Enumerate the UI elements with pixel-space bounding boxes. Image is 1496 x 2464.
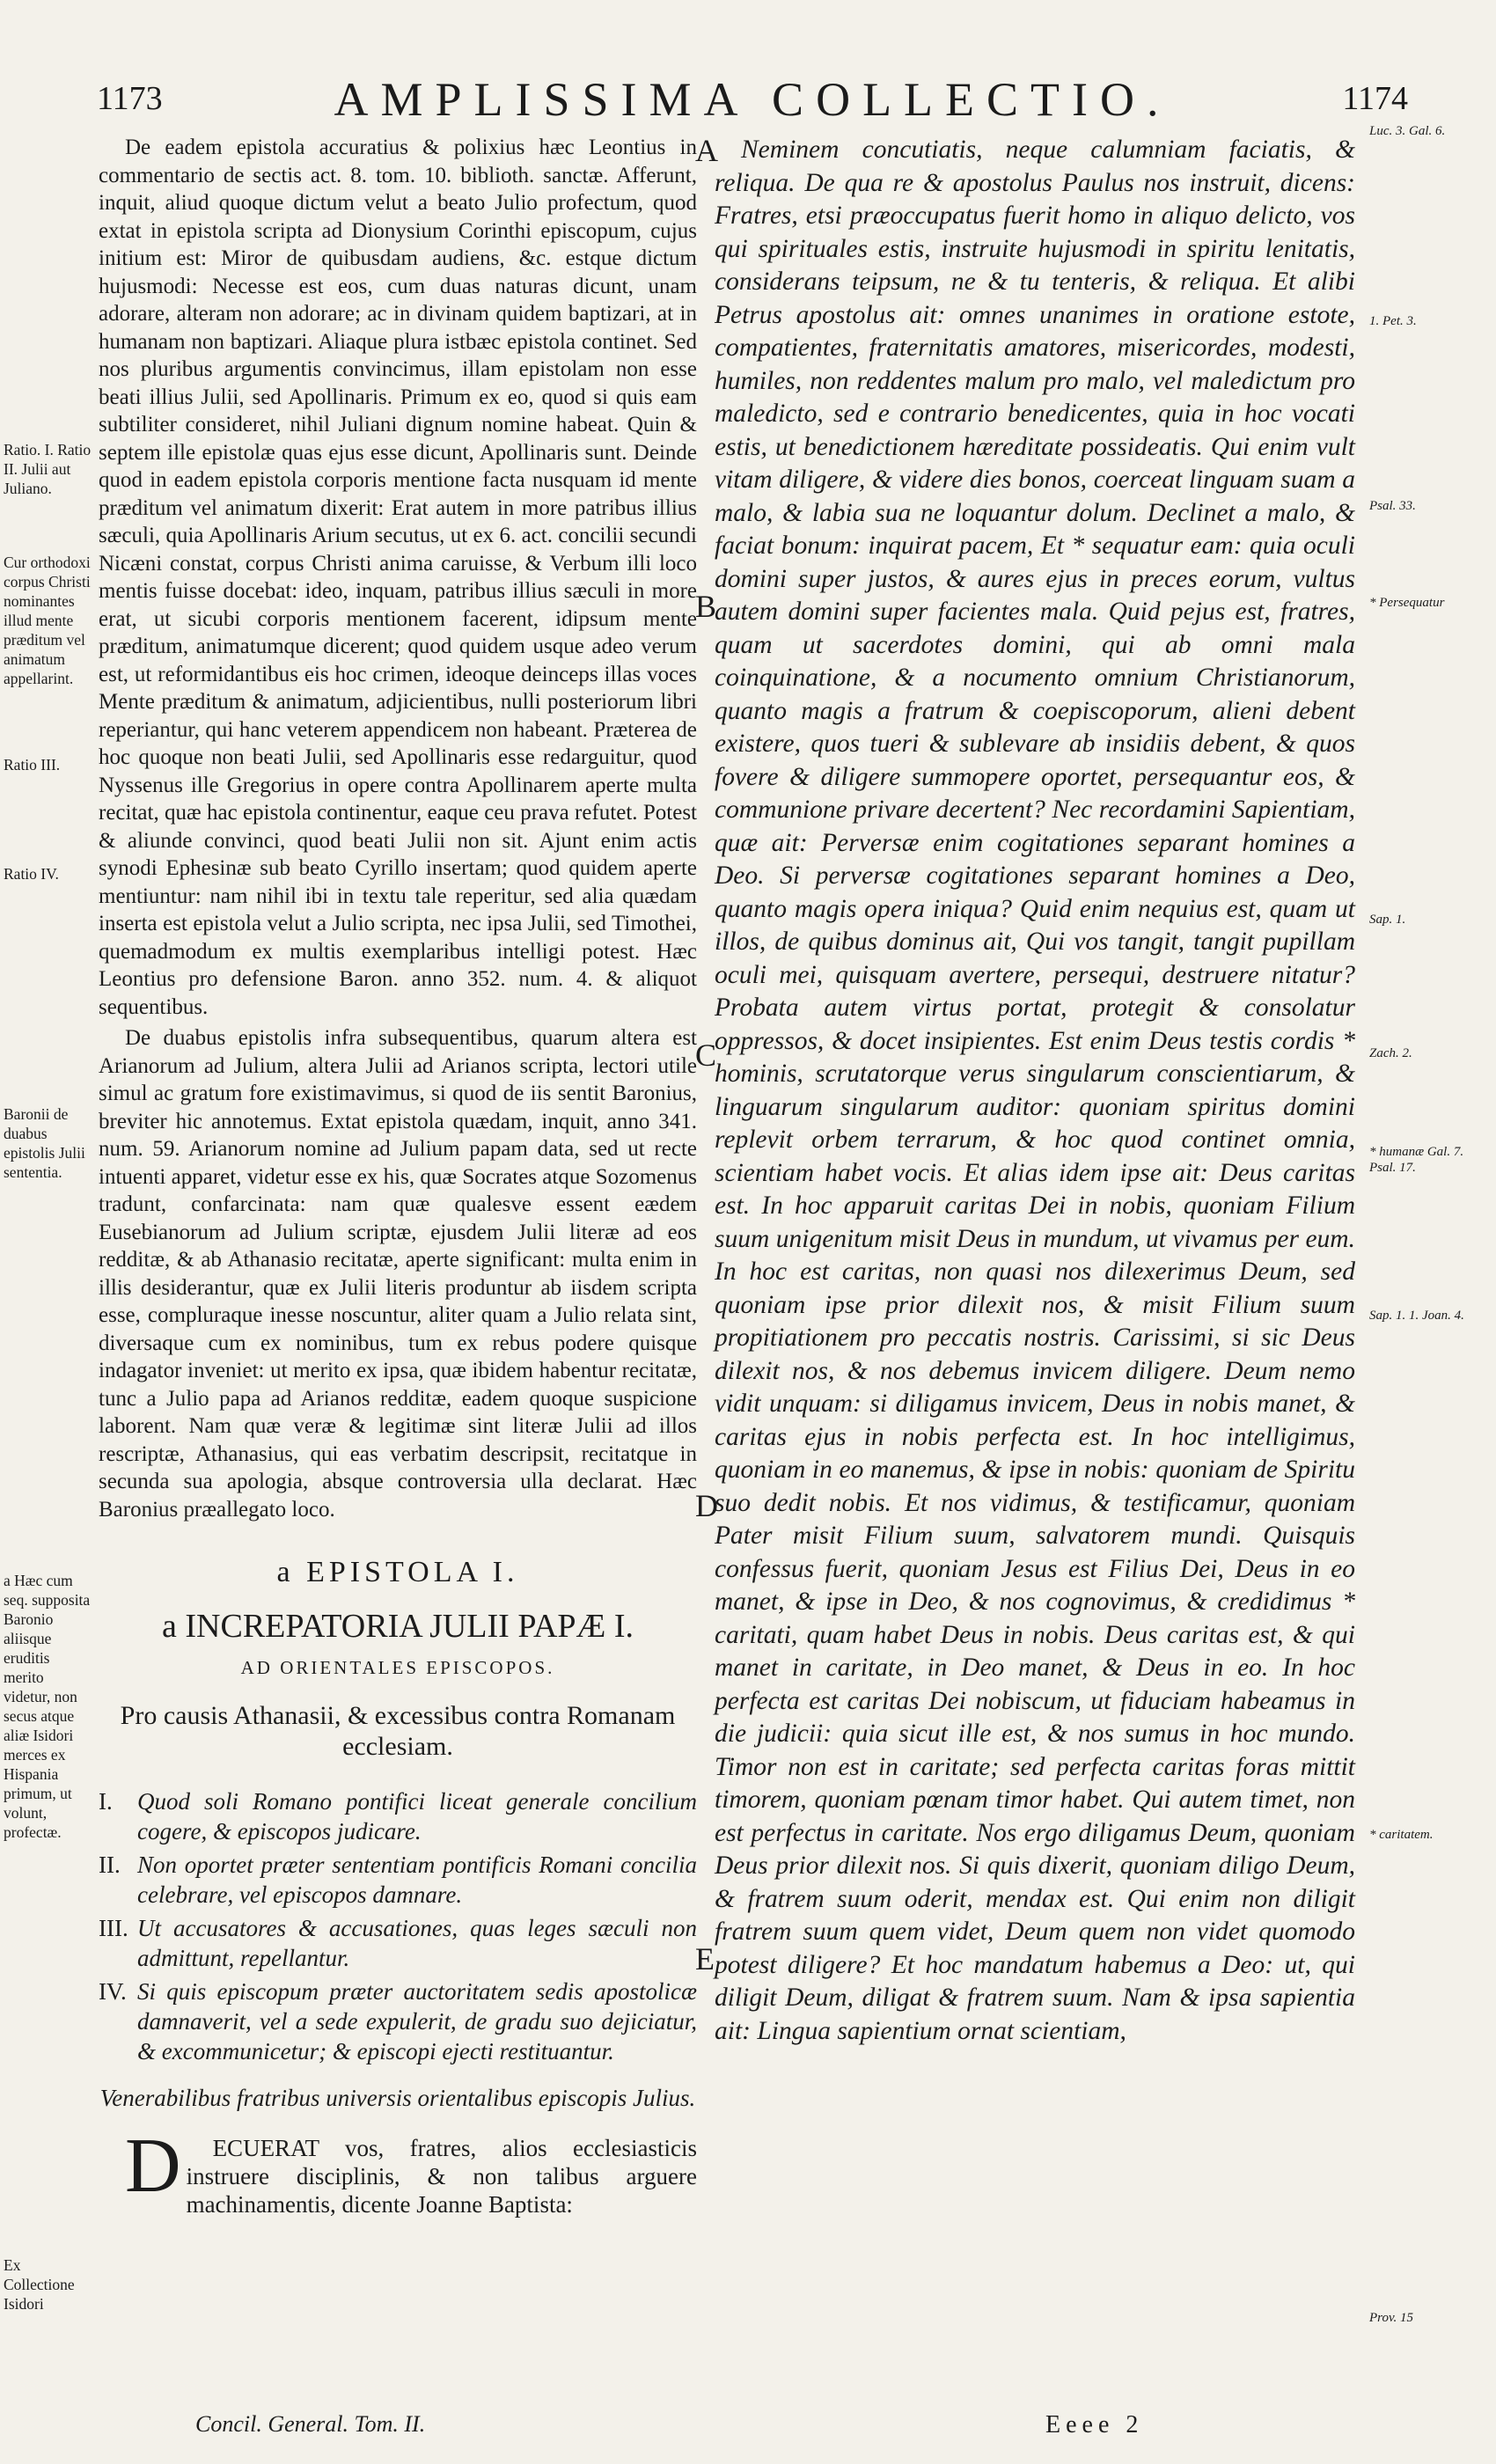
page-number-left: 1173 [97,80,163,117]
left-column [99,134,697,2222]
capitulum [99,1850,697,1910]
margin-note: Ratio III. [4,756,61,774]
capitulum-number: II. [99,1851,121,1878]
right-margin [1364,0,1496,2464]
right-column [715,134,1355,2051]
epistola-title [99,1607,697,1645]
paragraph: Neminem concutiatis, neque calumniam faciatis, & reliqua. De qua re & apostolus Paulus nos instruit, dicens: Fratres, etsi præoccupatus fuerit homo in aliquo delicto, vos qui spirituales estis, instruite hujusmodi in spiritu lenitatis, considerans teipsum, ne & tu tenteris, & reliqua. Et alibi Petrus apostolus ait: omnes unanimes in oratione estote, compatientes, fraternitatis amatores, misericordes, modesti, humiles, non reddentes malum pro malo, vel maledictum pro maledicto, sed e contrario benedicentes, quia in hoc vocati estis, ut benedictionem hæreditate possideatis. Qui enim vult vitam diligere, & videre dies bonos, coerceat linguam suam a malo, & labia sua ne loquantur dolum. Declinet a malo, & faciat bonum: inquirat pacem, Et * sequatur eam: quia oculi domini super justos, & aures ejus in preces eorum, vultus autem domini super facientes mala. Quid pejus est, fratres, quam ut sacerdotes domini, qui ab omni mala coinquinatione, & a nocumento omnium Christianorum, quanto magis a fratrum & coepiscoporum, alieni debent existere, quos tueri & sublevare ab insidiis debent, & quos fovere & diligere summopere oportet, persequantur eos, & communione privare decertent? Nec recordamini Sapientiam, quæ ait: Perversæ enim cogitationes separant homines a Deo. Si perversæ cogitationes separant homines a Deo, quanto magis opera iniqua? Quid enim nequius est, quam ut illos, de quibus dominus ait, Qui vos tangit, tangit pupillam oculi mei, quisquam avertere, persequi, destruere nitatur? Probata autem virtus portat, protegit & consolatur oppressos, & docet insipientes. Est enim Deus testis cordis * hominis, scrutatorque verus singularum conscientiarum, & linguarum singularum auditor: quoniam spiritus domini replevit orbem terrarum, & hoc quod continet omnia, scientiam habet vocis. Et alias idem ipse ait: Deus caritas est. In hoc apparuit caritas Dei in nobis, quoniam Filium suum unigenitum misit Deus in mundum, ut vivamus per eum. In hoc est caritas, non quasi nos dilexerimus Deum, sed quoniam ipse prior dilexit nos, & misit Filium suum propitiationem pro peccatis nostris. Carissimi, si sic Deus dilexit nos, & nos debemus invicem diligere. Deum nemo vidit unquam: si diligamus invicem, Deus in nobis manet, & caritas ejus in nobis perfecta est. In hoc intelligimus, quoniam in eo manemus, & ipse in nobis: quoniam de Spiritu suo dedit nobis. Et nos vidimus, & testificamur, quoniam Pater misit Filium suum, salvatorem mundi. Quisquis confessus fuerit, quoniam Jesus est Filius Dei, Deus in eo manet, & ipse in Deo, & nos cognovimus, & credidimus * caritati, quam habet Deus in nobis. Deus caritas est, & qui manet in caritate, in Deo manet, & Deus in eo. In hoc perfecta est caritas Dei nobiscum, ut fiduciam habeamus in die judicii: quia sicut ille est, & nos sumus in hoc mundo. Timor non est in caritate; sed perfecta caritas foras mittit timorem, quoniam pœnam timor habet. Qui autem timet, non est perfectus in caritate. Nos ergo diligamus Deum, quoniam Deus prior dilexit nos. Si quis dixerit, quoniam diligo Deum, & fratrem suum oderit, mendax est. Qui enim non diligit fratrem suum quem videt, Deum quem non videt quomodo potest diligere? Et hoc mandatum habemus a Deo: ut, qui diligit Deum, diligat & fratrem suum. Nam & ipsa sapientia ait: Lingua sapientium ornat scientiam, [715,136,1355,2045]
margin-note: Prov. 15 [1369,2311,1413,2325]
margin-note: Baronii de duabus epistolis Julii sententia. [4,1105,85,1181]
paragraph: De eadem epistola accuratius & polixius hæc Leontius in commentario de sectis act. 8. tom. 10. biblioth. sanctæ. Afferunt, inquit, aliud quoque dictum velut a beato Julio profectum, quod extat in epistola scripta ad Dionysium Corinthi episcopum, cujus initium est: Miror de quibusdam audiens, &c. estque dictum hujusmodi: Necesse est eos, cum duas naturas dicunt, unam adorare, alteram non adorare; ac in divinam quidem baptizari, at in humanam non baptizari. Aliaque plura istbæc epistola continet. Sed nos pluribus argumentis convincimus, illam epistolam non esse beati illius Julii, sed Apollinaris. Primum ex eo, quod si quis eam subtiliter consideret, nihil Juliani dignum nomine habeat. Quin & septem ille epistolæ quas ejus esse dicunt, Apollinaris sunt. Deinde quod in eadem epistola corporis mentione facta nusquam id mente præditum vel animatum dixerit: Erat autem in more patribus illius sæculi, quia Apollinaris Arium secutus, ut ex 6. act. concilii secundi Nicæni constat, corpus Christi anima caruisse, & Verbum illi loco mentis fuisse docebat: ideo, inquam, patribus illius sæculi in more erat, ut sicubi corporis mentionem facerent, idipsum mente præditum, animatumque dicerent; quod quidem usque adeo verum est, ut reformidantibus eis hoc crimen, ideoque deinceps illas voces Mente præditum & animatum, adjicientibus, nulli posteriorum libri reperiantur, qui hanc veterem appendicem non habeant. Præterea de hoc quoque non beati Julii, sed Apollinaris esse redarguitur, quod Nyssenus ille Gregorius in opere contra Apollinarem aperte multa recitat, quæ hac epistola continentur, eaque ceu prava refutet. Potest & aliunde convinci, quod beati Julii non sit. Ajunt enim actis synodi Ephesinæ sub beato Cyrillo insertam; quod quidem aperte mentiuntur: nam nihil ibi in textu tale reperitur, sed alia quædam inserta est epistola velut a Julio scripta, nec ipsa Julii, sed Timothei, quemadmodum ex multis exemplaribus intelligi potest. Hæc Leontius pro defensione Baron. anno 352. num. 4. & aliquot sequentibus. [99,136,697,1019]
margin-note: * Persequatur [1369,596,1445,610]
capitulum-text: Quod soli Romano pontifici liceat generale concilium cogere, & episcopos judicare. [137,1787,697,1844]
capitulum [99,1786,697,1846]
opening-text: ECUERAT vos, fratres, alios ecclesiasticis instruere disciplinis, & non talibus arguere machinamentis, dicente Joanne Baptista: [186,2134,697,2218]
margin-note: Sap. 1. 1. Joan. 4. [1369,1309,1464,1323]
footer-signature: Concil. General. Tom. II. [195,2411,426,2437]
footer-gathering: Eeee 2 [1045,2411,1144,2438]
margin-note: Psal. 33. [1369,499,1416,513]
capitulum-number: I. [99,1787,113,1815]
title-marker: a [162,1607,177,1645]
margin-note: Ratio IV. [4,865,59,883]
capitulum [99,1913,697,1973]
capitulum-text: Si quis episcopum præter auctoritatem sedis apostolicæ damnaverit, vel a sede expulerit, de gradu suo dejiciatur, & excommunicetur; & episcopi ejecti restituantur. [137,1977,697,2064]
margin-note: Ex Collectione Isidori [4,2256,75,2313]
page-title: AMPLISSIMA COLLECTIO. [334,73,1171,126]
section-letter: A [695,133,718,168]
margin-note: Luc. 3. Gal. 6. [1369,124,1446,138]
paragraph: De duabus epistolis infra subsequentibus, quarum altera est Arianorum ad Julium, altera Julii ad Arianos scripta, lectori utile simul ac gratum fore existimavimus, si quod de iis sentit Baronius, breviter hic annotemus. Extat epistola quædam, inquit, anno 341. num. 59. Arianorum nomine ad Julium papam data, sed ut recte intuenti apparet, videtur esse ex his, quæ Socrates atque Sozomenus tradunt, confarcinata: nam quæ qualesve essent eædem Eusebianorum ad Julium scriptæ, ejusdem Julii literæ ad eos redditæ, & ab Athanasio recitatæ, aperte significant: multa enim in illis desiderantur, quæ ex Julii literis produntur ab iisdem scripta esse, compluraque inesse noscuntur, aliter quam a Julio relata sint, diversaque cum ex nominibus, tum ex rebus podere quisque indagator inveniet: ut merito ex ipsa, quæ ibidem habentur recitatæ, tunc a Julio papa ad Arianos redditæ, eadem quoque suspicione laborent. Nam quæ veræ & legitimæ sint literæ Julii ad illos rescriptæ, Athanasius, qui eas verbatim descripsit, recitatque in secunda sua apologia, absque controversia ulla declarat. Hæc Baronius præallegato loco. [99,1026,697,1522]
margin-note: Ratio. I. Ratio II. Julii aut Juliano. [4,441,92,497]
left-margin [0,0,97,2464]
section-letter: C [695,1038,717,1073]
drop-cap: D [125,2123,181,2209]
capitula-list [99,1786,697,2066]
capitulum-number: III. [99,1914,128,1941]
margin-note: * humanæ Gal. 7. Psal. 17. [1369,1145,1464,1175]
capitulum [99,1976,697,2066]
epistola-addressees: AD ORIENTALES EPISCOPOS. [240,1657,555,1678]
running-header [97,72,1408,125]
margin-note: 1. Pet. 3. [1369,314,1417,328]
capitulum-text: Non oportet præter sententiam pontificis Romani concilia celebrare, vel episcopos damnare. [137,1851,697,1908]
epistola-heading: a EPISTOLA I. [276,1556,519,1588]
margin-note: * caritatem. [1369,1828,1434,1842]
capitulum-number: IV. [99,1977,127,2005]
section-letter: B [695,589,717,624]
page-number-right: 1174 [1342,80,1408,117]
margin-note: Zach. 2. [1369,1046,1412,1060]
letter-opening [99,2123,697,2218]
epistola-causa: Pro causis Athanasii, & excessibus contra Romanam ecclesiam. [120,1700,676,1761]
section-letter: E [695,1941,715,1976]
margin-note: a Hæc cum seq. supposita Baronio aliisque eruditis merito videtur, non secus atque aliæ Isidori merces ex Hispania primum, ut volunt, profectæ. [4,1572,91,1841]
section-letter: D [695,1488,718,1523]
salutation: Venerabilibus fratribus universis orientalibus episcopis Julius. [99,2084,696,2111]
capitulum-text: Ut accusatores & accusationes, quas leges sæculi non admittunt, repellantur. [137,1914,697,1971]
margin-note: Cur orthodoxi corpus Christi nominantes illud mente præditum vel animatum appellarint. [4,554,91,687]
title-text: INCREPATORIA JULII PAPÆ I. [185,1607,634,1645]
margin-note: Sap. 1. [1369,913,1406,927]
